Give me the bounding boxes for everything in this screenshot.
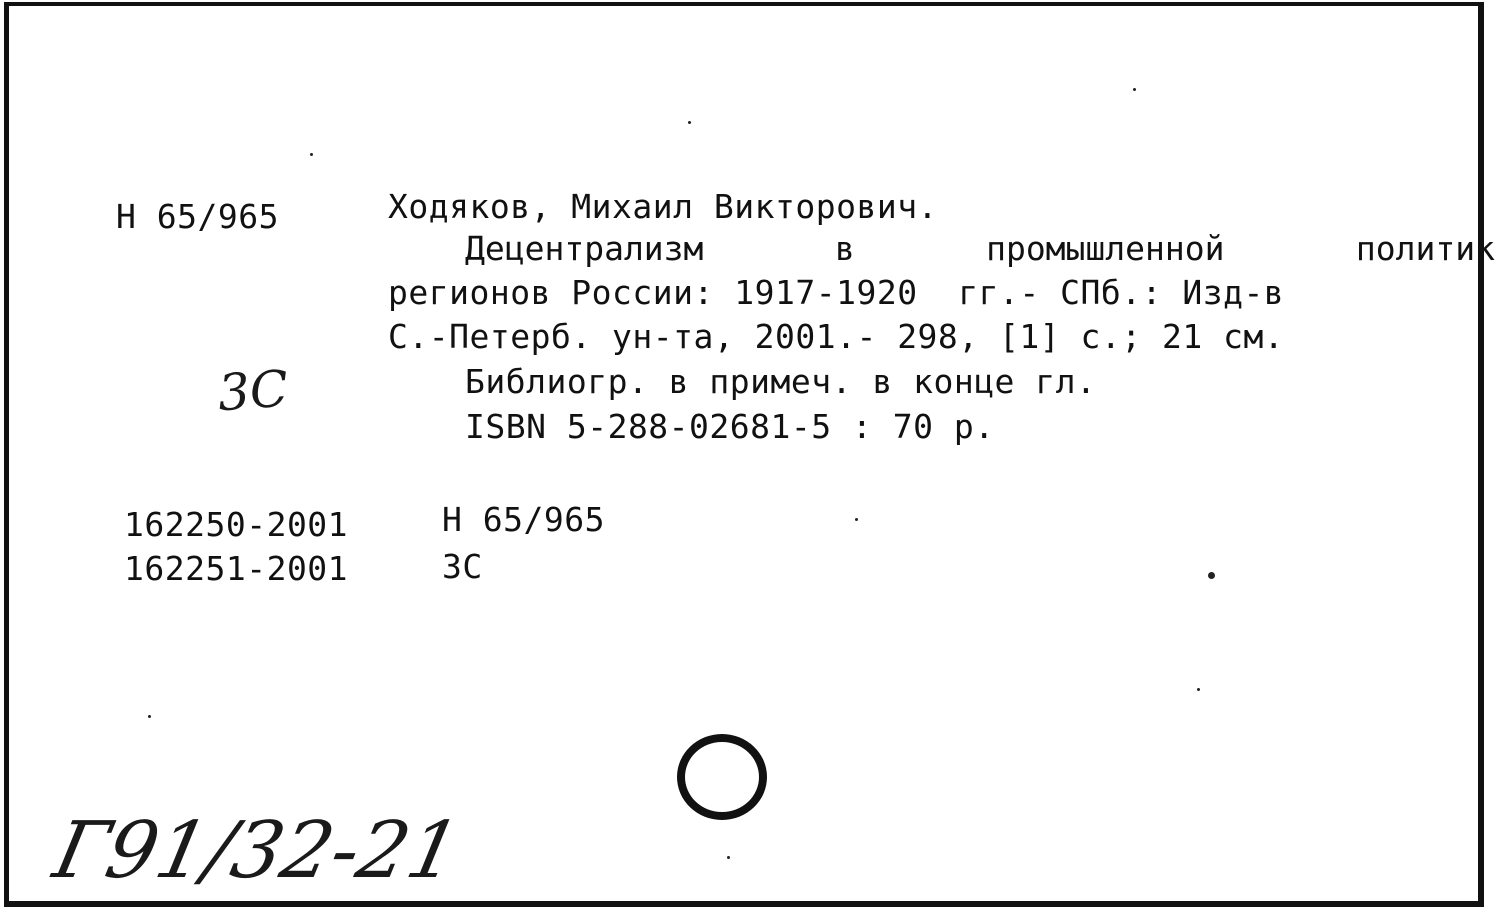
title-line	[465, 229, 1495, 268]
speck	[688, 121, 691, 124]
speck	[727, 856, 730, 859]
handwritten-location-mark: 3С	[216, 359, 291, 423]
holding-inventory: 162251-2001	[124, 549, 349, 588]
speck	[855, 518, 858, 521]
card-hole	[677, 734, 767, 820]
title-continuation: регионов России: 1917-1920 гг.- СПб.: Изд-в	[388, 273, 1285, 312]
imprint-line: С.-Петерб. ун-та, 2001.- 298, [1] с.; 21 см.	[388, 317, 1285, 356]
title-word: промышленной	[986, 229, 1225, 268]
author-heading: Ходяков, Михаил Викторович.	[388, 187, 938, 226]
title-word: политик	[1355, 229, 1495, 268]
speck	[310, 153, 313, 156]
speck	[1133, 88, 1136, 91]
speck	[148, 715, 151, 718]
title-word: в	[834, 229, 855, 268]
handwritten-code: Г91/32-21	[46, 806, 468, 896]
bibliography-note: Библиогр. в примеч. в конце гл.	[465, 362, 1097, 401]
holding-location: Н 65/965	[442, 500, 605, 539]
speck	[1197, 688, 1200, 691]
holding-location: 3С	[442, 547, 483, 586]
call-number: Н 65/965	[116, 197, 279, 236]
holding-inventory: 162250-2001	[124, 505, 349, 544]
isbn-line: ISBN 5-288-02681-5 : 70 р.	[465, 407, 995, 446]
speck	[1208, 572, 1215, 579]
title-word: Децентрализм	[465, 229, 704, 268]
